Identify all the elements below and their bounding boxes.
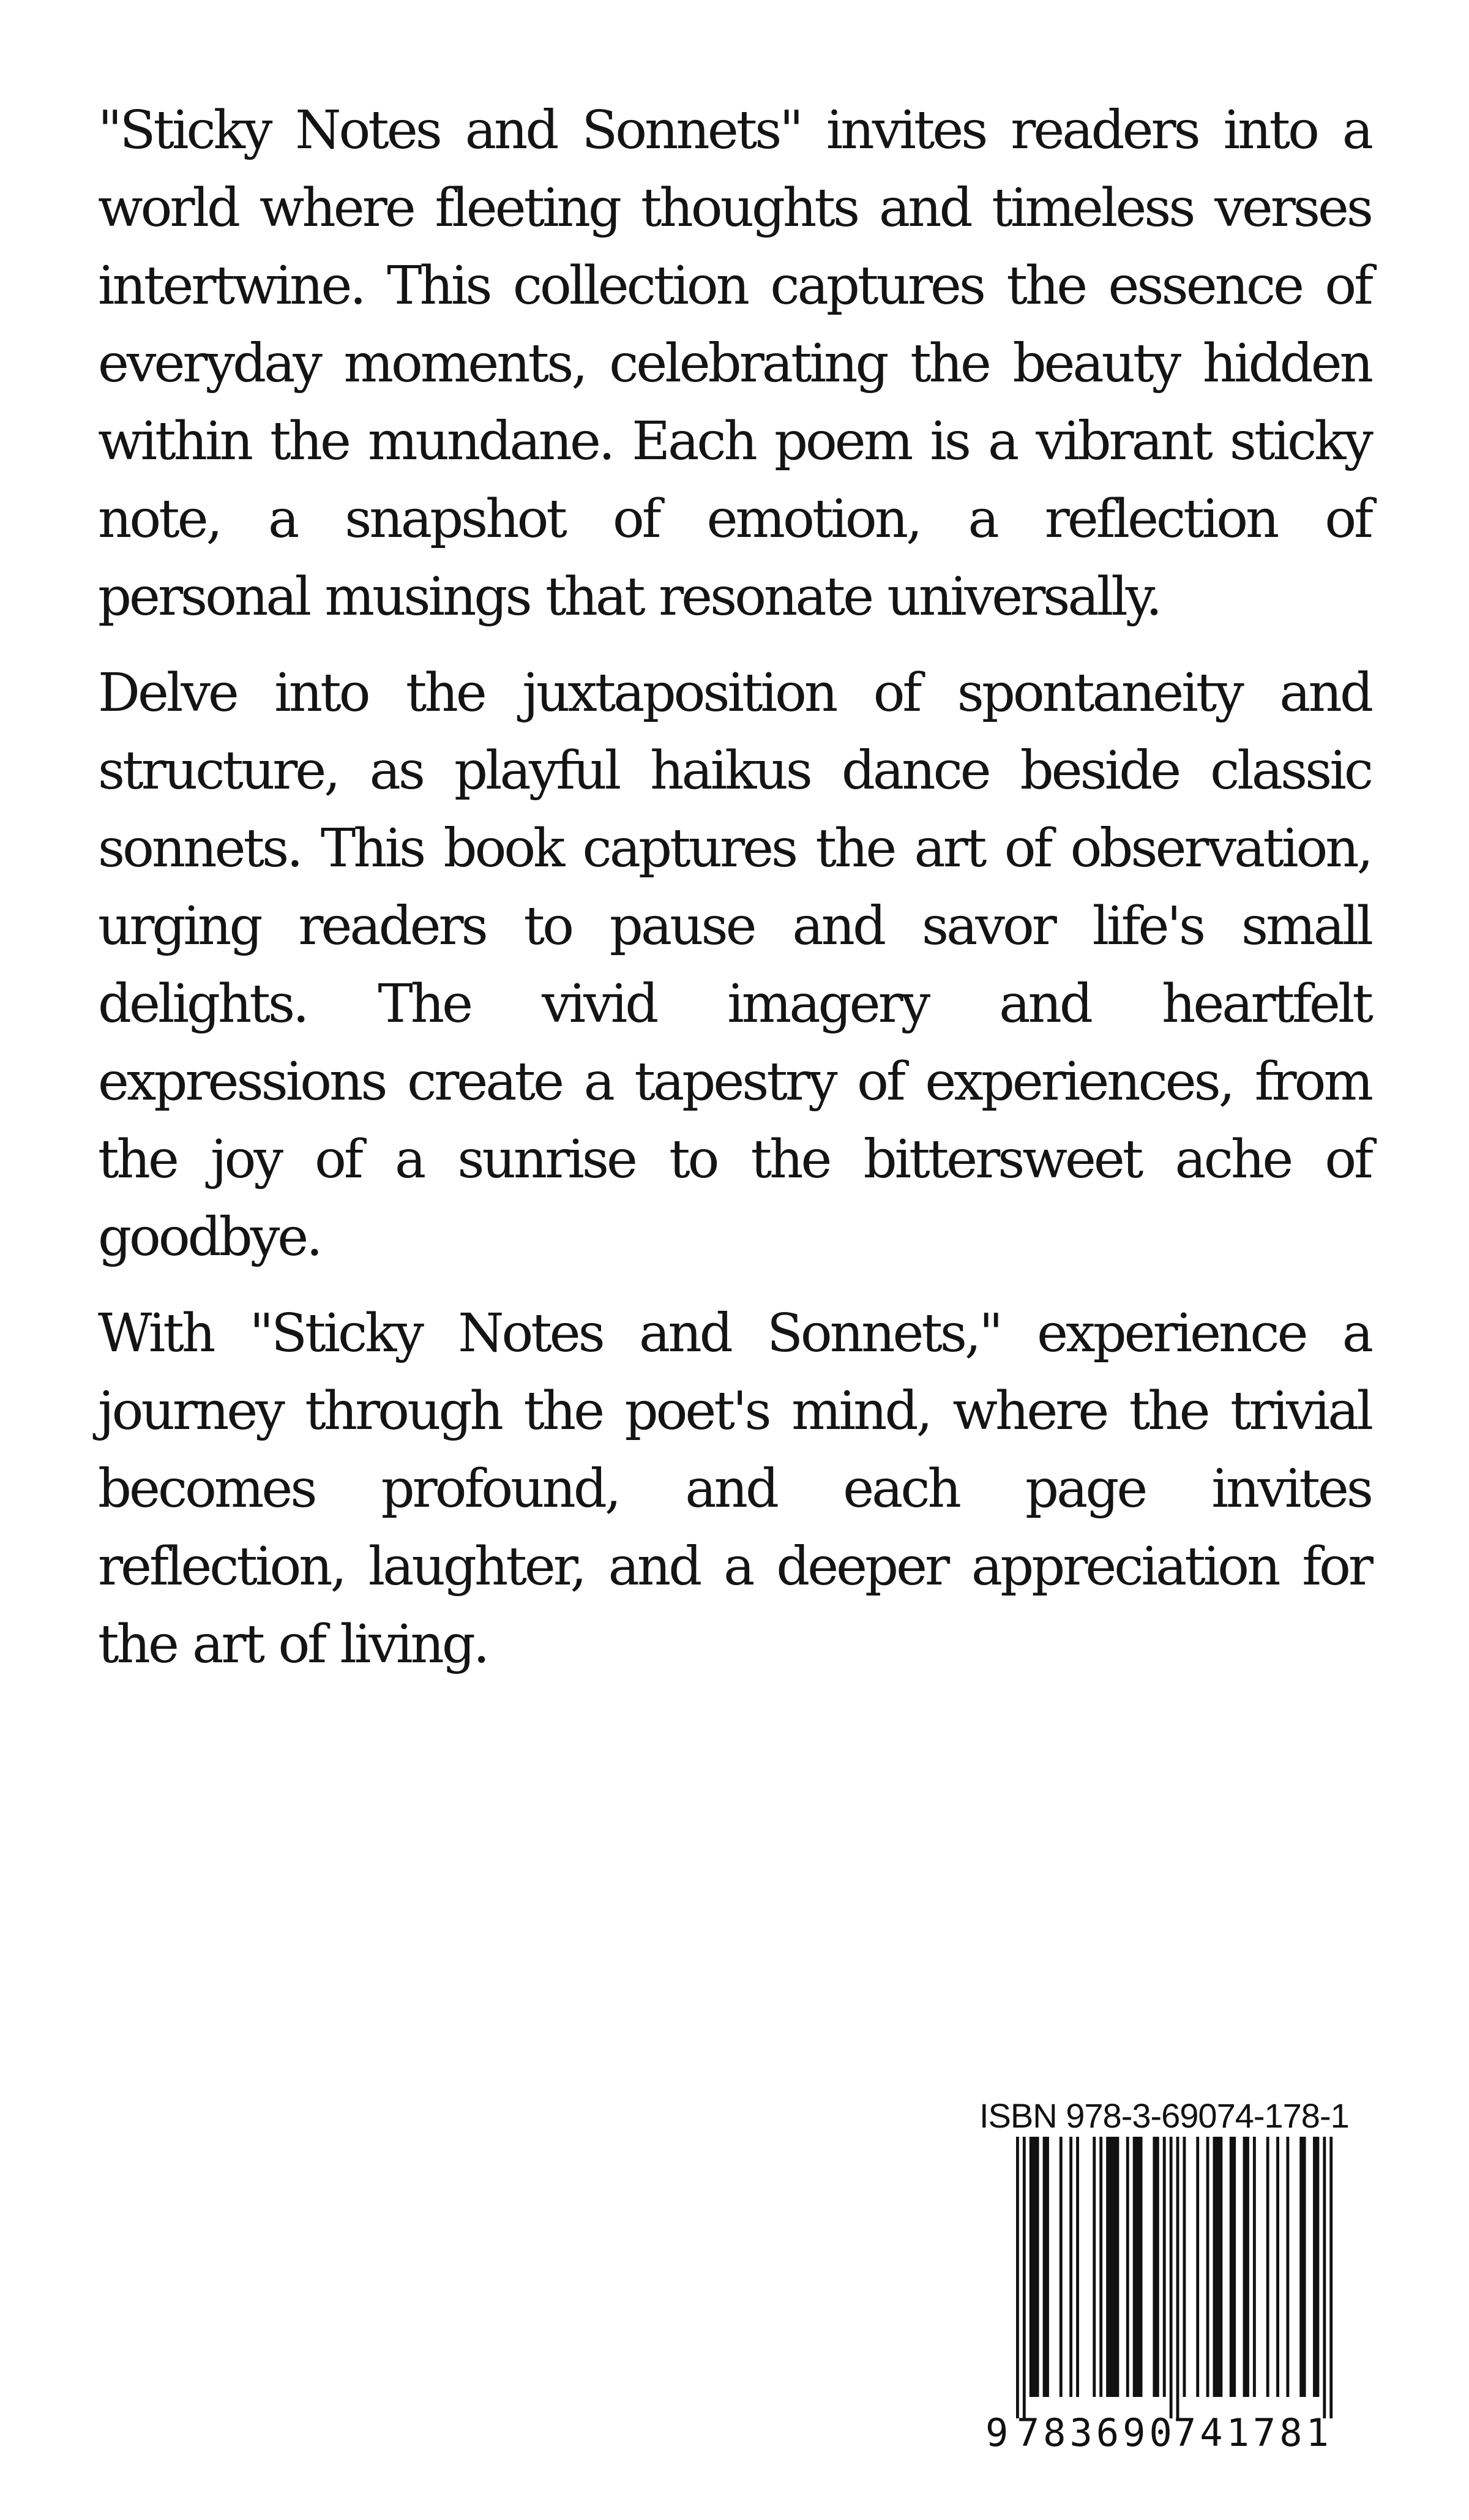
barcode-guard-bar — [1170, 2137, 1173, 2418]
blurb-line: With "Sticky Notes and Sonnets," experience a — [98, 1303, 1371, 1364]
barcode-bar — [1286, 2137, 1289, 2397]
blurb-line: intertwine. This collection captures the essence of — [98, 255, 1371, 317]
barcode-bar — [1043, 2137, 1049, 2397]
barcode-bar — [1093, 2137, 1096, 2397]
barcode-bar — [1196, 2137, 1199, 2397]
barcode-bar — [1206, 2137, 1209, 2397]
barcode-bar — [1230, 2137, 1236, 2397]
barcode-digit-group: 741781 — [1173, 2410, 1333, 2455]
blurb-line: the joy of a sunrise to the bittersweet ache of — [98, 1129, 1371, 1190]
barcode-bar — [1099, 2137, 1102, 2397]
isbn-label: ISBN 978-3-69074-178-1 — [979, 2096, 1349, 2135]
blurb-line: everyday moments, celebrating the beauty hidden — [98, 333, 1371, 394]
barcode-bar — [1106, 2137, 1119, 2397]
barcode-guard-bar — [1323, 2137, 1326, 2418]
barcode-guard-bar — [1329, 2137, 1333, 2418]
blurb-paragraph — [98, 92, 1371, 636]
barcode-digit-group: 783690 — [1016, 2410, 1176, 2455]
blurb-paragraph — [98, 1295, 1371, 1684]
blurb-line: note, a snapshot of emotion, a reflection of — [98, 489, 1371, 550]
barcode-bar — [1183, 2137, 1186, 2397]
barcode-bar — [1069, 2137, 1072, 2397]
blurb-line: expressions create a tapestry of experiences, from — [98, 1051, 1371, 1112]
barcode-bar — [1126, 2137, 1129, 2397]
barcode-guard-bar — [1016, 2137, 1019, 2418]
barcode-bar — [1253, 2137, 1256, 2397]
barcode-bar — [1299, 2137, 1306, 2397]
barcode-bar — [1213, 2137, 1223, 2397]
blurb-line: personal musings that resonate universally. — [98, 566, 1161, 628]
isbn-barcode-block — [961, 2085, 1377, 2464]
blurb-line: urging readers to pause and savor life's small — [98, 896, 1371, 957]
barcode-bar — [1076, 2137, 1079, 2397]
barcode-guard-bar — [1023, 2137, 1026, 2418]
blurb-line: within the mundane. Each poem is a vibrant sticky — [98, 411, 1371, 472]
barcode-bar — [1313, 2137, 1319, 2397]
blurb-line: Delve into the juxtaposition of spontaneity and — [98, 662, 1371, 724]
back-cover-blurb — [98, 92, 1371, 1702]
blurb-line: structure, as playful haikus dance beside classic — [98, 740, 1371, 801]
blurb-line: world where fleeting thoughts and timeless verses — [98, 178, 1371, 239]
barcode-bar — [1266, 2137, 1269, 2397]
barcode — [961, 2085, 1377, 2464]
barcode-bar — [1243, 2137, 1249, 2397]
barcode-bar — [1060, 2137, 1063, 2397]
blurb-line: reflection, laughter, and a deeper appreciation for — [98, 1536, 1371, 1597]
blurb-line: journey through the poet's mind, where the trivial — [98, 1381, 1371, 1442]
blurb-line: "Sticky Notes and Sonnets" invites readers into a — [98, 100, 1371, 161]
barcode-guard-bar — [1176, 2137, 1179, 2418]
blurb-paragraph — [98, 654, 1371, 1277]
barcode-digit-group: 9 — [985, 2410, 1009, 2455]
barcode-bar — [1163, 2137, 1166, 2397]
barcode-bar — [1133, 2137, 1143, 2397]
barcode-bar — [1153, 2137, 1159, 2397]
blurb-line: the art of living. — [98, 1614, 488, 1675]
blurb-line: becomes profound, and each page invites — [98, 1458, 1371, 1520]
barcode-bar — [1030, 2137, 1039, 2397]
blurb-line: delights. The vivid imagery and heartfelt — [98, 973, 1371, 1035]
barcode-bar — [1276, 2137, 1279, 2397]
blurb-line: sonnets. This book captures the art of observation, — [98, 818, 1371, 879]
blurb-line: goodbye. — [98, 1207, 321, 1268]
